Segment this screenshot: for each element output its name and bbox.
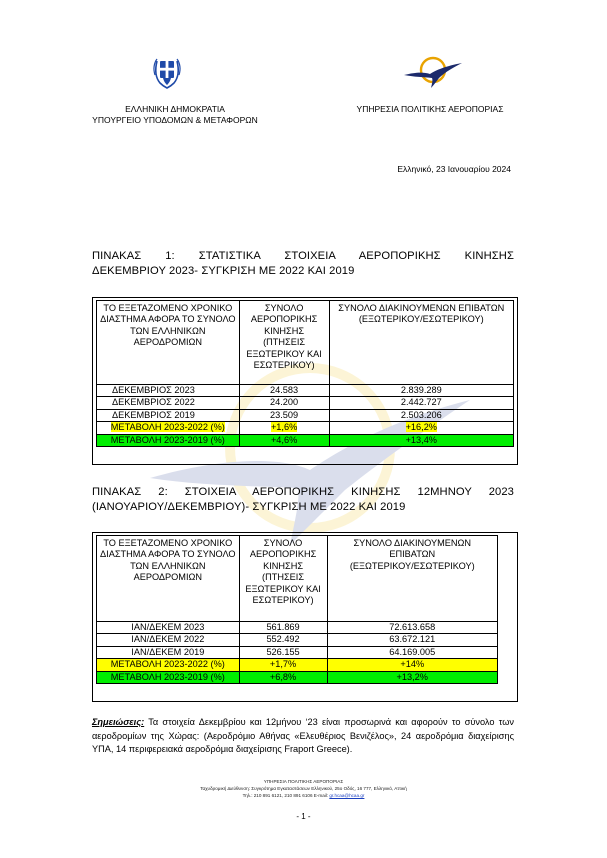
table2-title [92, 485, 514, 515]
change-passengers: +16,2% [405, 422, 437, 433]
change-row-2022 [97, 422, 514, 434]
table2-header-passengers-sub: (ΕΞΩΤΕΡΙΚΟΥ/ΕΣΩΤΕΡΙΚΟΥ) [349, 560, 475, 571]
change-row-2019 [97, 671, 498, 683]
table2-header-flights [239, 536, 327, 622]
change-label: ΜΕΤΑΒΟΛΗ 2023-2019 (%) [97, 434, 240, 446]
change-flights: +1,7% [239, 659, 327, 671]
ministry-name: ΥΠΟΥΡΓΕΙΟ ΥΠΟΔΟΜΩΝ & ΜΕΤΑΦΟΡΩΝ [92, 115, 258, 125]
change-row-2022 [97, 659, 498, 671]
row-passengers: 63.672.121 [327, 634, 498, 646]
row-flights: 526.155 [239, 646, 327, 658]
row-passengers: 72.613.658 [327, 622, 498, 634]
table1-title-line2: ΔΕΚΕΜΒΡΙΟΥ 2023- ΣΥΓΚΡΙΣΗ ΜΕ 2022 ΚΑΙ 2019 [92, 265, 355, 277]
change-flights: +4,6% [239, 434, 329, 446]
table2-header-passengers-title: ΣΥΝΟΛΟ ΔΙΑΚΙΝΟΥΜΕΝΩΝ ΕΠΙΒΑΤΩΝ [353, 538, 472, 560]
table2-header-flights-title: ΣΥΝΟΛΟ ΑΕΡΟΠΟΡΙΚΗΣ ΚΙΝΗΣΗΣ [249, 538, 317, 571]
row-flights: 23.509 [239, 409, 329, 421]
table1-header-flights [239, 301, 329, 385]
table1-header-row [97, 301, 514, 385]
footer-contact [60, 792, 547, 799]
hcaa-name: ΥΠΗΡΕΣΙΑ ΠΟΛΙΤΙΚΗΣ ΑΕΡΟΠΟΡΙΑΣ [356, 104, 504, 114]
republic-name: ΕΛΛΗΝΙΚΗ ΔΗΜΟΚΡΑΤΙΑ [125, 104, 225, 114]
change-label: ΜΕΤΑΒΟΛΗ 2023-2019 (%) [97, 671, 240, 683]
row-period: ΔΕΚΕΜΒΡΙΟΣ 2022 [97, 397, 240, 409]
notes [92, 716, 514, 757]
row-flights: 561.869 [239, 622, 327, 634]
notes-label: Σημειώσεις: [92, 717, 145, 727]
row-passengers: 2.442.727 [329, 397, 513, 409]
row-passengers: 64.169.005 [327, 646, 498, 658]
table2-header-passengers [327, 536, 498, 622]
table1-header-period: ΤΟ ΕΞΕΤΑΖΟΜΕΝΟ ΧΡΟΝΙΚΟ ΔΙΑΣΤΗΜΑ ΑΦΟΡΑ ΤΟ ΣΥΝΟΛΟ ΤΩΝ ΕΛΛΗΝΙΚΩΝ ΑΕΡΟΔΡΟΜΙΩΝ [97, 301, 240, 385]
ministry-header [40, 104, 310, 126]
table1-header-passengers-sub: (ΕΞΩΤΕΡΙΚΟΥ/ΕΣΩΤΕΡΙΚΟΥ) [358, 314, 484, 325]
footer-phone: Τηλ.: 210 891 6121, 210 891 6106 E-mail: [242, 793, 330, 798]
table-row [97, 646, 498, 658]
table-row [97, 409, 514, 421]
table1-header-flights-sub: (ΠΤΗΣΕΙΣ ΕΞΩΤΕΡΙΚΟΥ ΚΑΙ ΕΣΩΤΕΡΙΚΟΥ) [246, 337, 322, 371]
table1-header-flights-title: ΣΥΝΟΛΟ ΑΕΡΟΠΟΡΙΚΗΣ ΚΙΝΗΣΗΣ [250, 303, 318, 336]
table-row [97, 622, 498, 634]
row-period: ΔΕΚΕΜΒΡΙΟΣ 2023 [97, 385, 240, 397]
table2-header-row [97, 536, 498, 622]
change-flights: +6,8% [239, 671, 327, 683]
hcaa-logo-icon [402, 56, 464, 90]
row-passengers: 2.503.206 [329, 409, 513, 421]
footer-agency: ΥΠΗΡΕΣΙΑ ΠΟΛΙΤΙΚΗΣ ΑΕΡΟΠΟΡΙΑΣ [263, 779, 344, 784]
row-flights: 24.200 [239, 397, 329, 409]
row-flights: 552.492 [239, 634, 327, 646]
change-row-2019 [97, 434, 514, 446]
table2-header-flights-sub: (ΠΤΗΣΕΙΣ ΕΞΩΤΕΡΙΚΟΥ ΚΑΙ ΕΣΩΤΕΡΙΚΟΥ) [245, 572, 321, 606]
row-period: ΙΑΝ/ΔΕΚΕΜ 2023 [97, 622, 240, 634]
table-row [97, 385, 514, 397]
row-passengers: 2.839.289 [329, 385, 513, 397]
table1-header-passengers-title: ΣΥΝΟΛΟ ΔΙΑΚΙΝΟΥΜΕΝΩΝ ΕΠΙΒΑΤΩΝ [338, 303, 505, 313]
table-row [97, 634, 498, 646]
table2-header-period: ΤΟ ΕΞΕΤΑΖΟΜΕΝΟ ΧΡΟΝΙΚΟ ΔΙΑΣΤΗΜΑ ΑΦΟΡΑ ΤΟ ΣΥΝΟΛΟ ΤΩΝ ΕΛΛΗΝΙΚΩΝ ΑΕΡΟΔΡΟΜΙΩΝ [97, 536, 240, 622]
table2-title-line2: (ΙΑΝΟΥΑΡΙΟΥ/ΔΕΚΕΜΒΡΙΟΥ)- ΣΥΓΚΡΙΣΗ ΜΕ 2022 ΚΑΙ 2019 [92, 501, 406, 513]
change-label: ΜΕΤΑΒΟΛΗ 2023-2022 (%) [97, 659, 240, 671]
footer-email-link[interactable]: gr.hcaa@hcaa.gr [329, 793, 365, 798]
notes-text: Τα στοιχεία Δεκεμβρίου και 12μήνου ‘23 είναι προσωρινά και αφορούν το σύνολο των αεροδρομίων της Χώρας: (Αεροδρόμιο Αθήνας «Ελευθέριος Βενιζέλος», 24 αεροδρόμια διαχείρισης ΥΠΑ, 14 περιφερειακά αεροδρόμια διαχείρισης Fraport Greece). [92, 717, 514, 755]
row-period: ΔΕΚΕΜΒΡΙΟΣ 2019 [97, 409, 240, 421]
change-passengers: +13,2% [327, 671, 498, 683]
change-flights: +1,6% [270, 422, 298, 433]
table1 [96, 300, 514, 447]
row-period: ΙΑΝ/ΔΕΚΕΜ 2019 [97, 646, 240, 658]
table1-title-line1: ΠΙΝΑΚΑΣ 1: ΣΤΑΤΙΣΤΙΚΑ ΣΤΟΙΧΕΙΑ ΑΕΡΟΠΟΡΙΚΗΣ ΚΙΝΗΣΗΣ [92, 250, 514, 262]
change-passengers: +13,4% [329, 434, 513, 446]
table2 [96, 535, 498, 684]
footer-address: Ταχυδρομική Διεύθυνση: Συγκρότημα Εγκαταστάσεων Ελληνικού, 25ο Οδός, 16 777, Ελληνικό, Αττική [200, 786, 407, 791]
change-passengers: +14% [327, 659, 498, 671]
page-number: - 1 - [296, 812, 311, 821]
table1-title [92, 249, 514, 279]
table2-title-line1: ΠΙΝΑΚΑΣ 2: ΣΤΟΙΧΕΙΑ ΑΕΡΟΠΟΡΙΚΗΣ ΚΙΝΗΣΗΣ 12ΜΗΝΟΥ 2023 [92, 486, 514, 498]
footer [60, 778, 547, 799]
table1-header-passengers [329, 301, 513, 385]
change-label: ΜΕΤΑΒΟΛΗ 2023-2022 (%) [110, 422, 225, 433]
table-row [97, 397, 514, 409]
document-date: Ελληνικό, 23 Ιανουαρίου 2024 [397, 164, 511, 174]
row-period: ΙΑΝ/ΔΕΚΕΜ 2022 [97, 634, 240, 646]
greek-emblem-icon [152, 55, 182, 91]
row-flights: 24.583 [239, 385, 329, 397]
